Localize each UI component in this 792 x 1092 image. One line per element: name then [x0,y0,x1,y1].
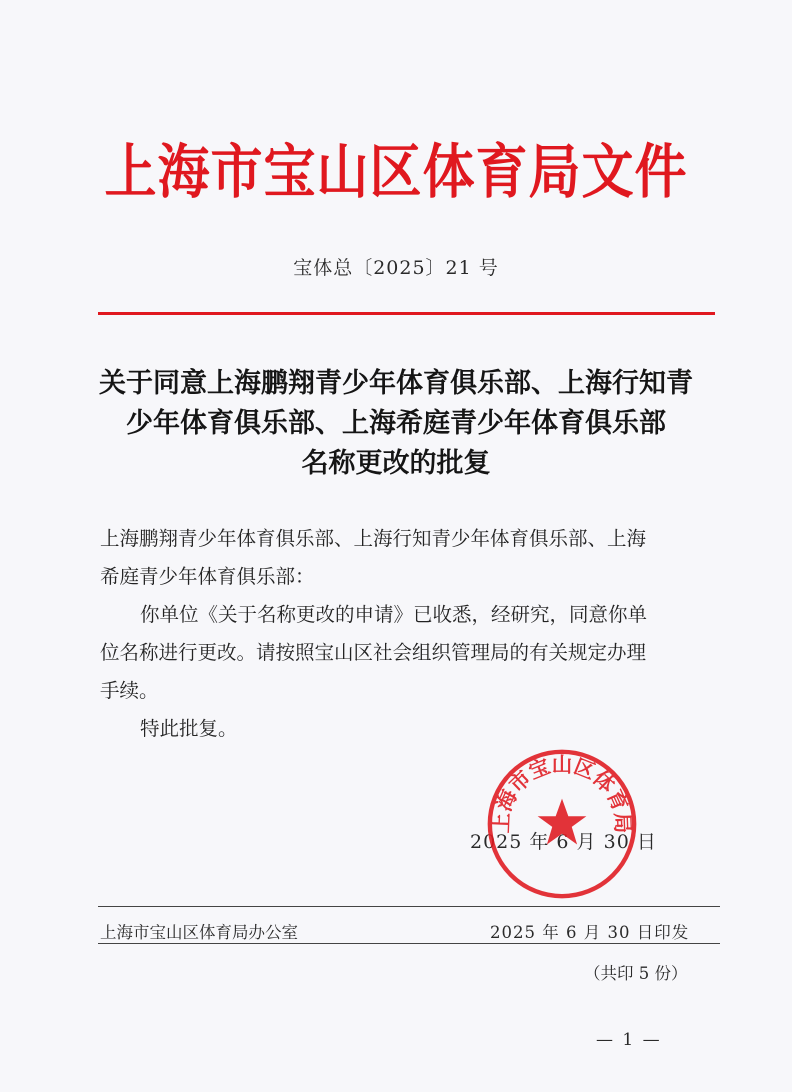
issuer-masthead: 上海市宝山区体育局文件 [104,139,688,207]
title-line-2: 少年体育俱乐部、上海希庭青少年体育俱乐部 [126,408,666,439]
body-line-addressee-2: 希庭青少年体育俱乐部： [100,565,315,588]
official-seal [484,746,640,902]
footer-print-date: 2025 年 6 月 30 日印发 [490,923,690,942]
document-body [100,520,700,748]
footer-rule-top [98,906,720,907]
body-line-addressee-1: 上海鹏翔青少年体育俱乐部、上海行知青少年体育俱乐部、上海 [100,527,647,550]
red-divider [98,312,715,315]
body-line-paragraph-2: 位名称进行更改。请按照宝山区社会组织管理局的有关规定办理 [100,641,647,664]
page-number: — 1 — [596,1030,662,1050]
signature-date: 2025 年 6 月 30 日 [470,831,657,853]
body-line-paragraph-1: 你单位《关于名称更改的申请》已收悉，经研究，同意你单 [140,603,648,626]
copies-count: （共印 5 份） [584,964,688,983]
footer-office: 上海市宝山区体育局办公室 [100,923,298,942]
body-line-paragraph-3: 手续。 [100,679,159,702]
seal-text: 上海市宝山区体育局 [489,752,635,834]
document-title [60,364,732,484]
footer-rule-bottom [98,943,720,944]
body-line-closing: 特此批复。 [140,717,238,740]
document-number: 宝体总〔2025〕21 号 [293,257,499,279]
title-line-3: 名称更改的批复 [301,448,491,479]
title-line-1: 关于同意上海鹏翔青少年体育俱乐部、上海行知青 [99,368,693,399]
seal-star-icon [538,799,587,845]
